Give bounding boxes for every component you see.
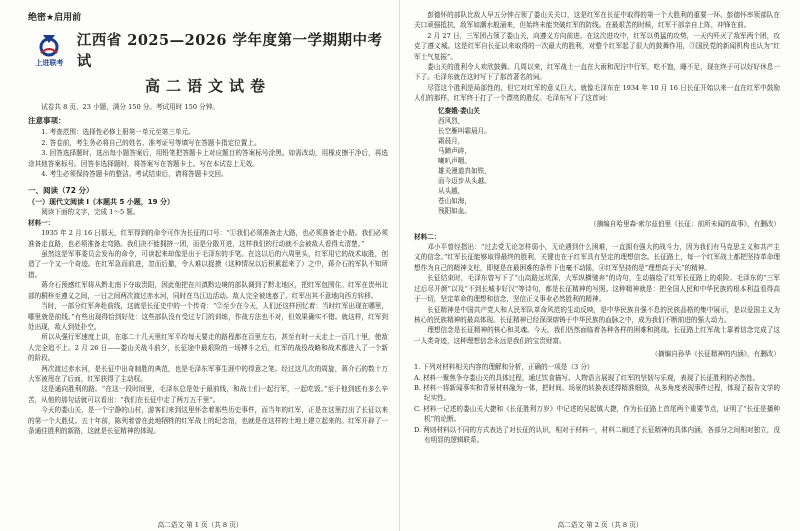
material-label: 材料二： bbox=[414, 232, 441, 241]
answer-option: B. 材料一将新闻事实和背景材料融为一体，把时间、场景的转换表述得精准细致，从多角度表现事件过程，体现了报告文学的纪实性。 bbox=[414, 383, 780, 403]
poem-line: 雄关漫道真如铁， bbox=[438, 166, 491, 175]
poem-line: 残阳如血。 bbox=[438, 206, 471, 215]
answer-option: A. 材料一聚焦争夺娄山关的具体过程，通过饮食描写、人物语言展现了红军的坚韧与乐观，表现了长征胜利的必然性。 bbox=[414, 373, 760, 382]
poem-title: 忆秦娥·娄山关 bbox=[438, 106, 480, 115]
publisher-logo bbox=[28, 30, 71, 70]
exam-header bbox=[28, 29, 388, 71]
answer-option: C. 材料一记述的娄山关大捷和《长征胜利万岁》中记述的吴起镇大捷，作为长征路上首尾两个重要节点，证明了“长征是播种机”的论断。 bbox=[414, 404, 780, 424]
subsection-heading: （一）现代文阅读 Ⅰ（本题共 5 小题，19 分） bbox=[28, 198, 174, 207]
material-paragraph: 蒋介石预感红军将从黔北南下夺取贵阳，因此他把在川滇黔边境的部队调到了黔北地区，把红军包围住。红军在贵州北部的桐梓至遵义之间，一日之间两次渡过赤水河，同时在乌江边活动。敌人完全被迷惑了。红军出其不意地向西方转移。 bbox=[28, 281, 388, 300]
question-stem: 1. 下列对材料相关内容的理解和分析，正确的一项是（3 分） bbox=[414, 363, 594, 372]
source-citation: （摘编自孙华《长征精神的内涵》，有删改） bbox=[651, 350, 780, 359]
source-citation: （摘编自哈里森·索尔兹伯里《长征：前所未闻的故事》，有删改） bbox=[589, 219, 780, 228]
poem-line: 马蹄声碎， bbox=[438, 146, 471, 155]
poem-line: 苍山如海， bbox=[438, 196, 471, 205]
material-paragraph: 邓小平曾经指出：“过去党无论怎样弱小，无论遇到什么困难，一直拥有强大的战斗力，因为我们有马克思主义和共产主义的信念。”红军长征能够取得最终的胜利，关键也在于红军具有坚定的理想信念。长征路上，每一个红军战士都把坚持革命理想作为自己的精神支柱，即便是在最困难的条件下也毫不动摇，④红军坚持的是“理想高于天”的精神。 bbox=[414, 243, 780, 272]
page-two bbox=[400, 0, 800, 531]
material-paragraph: 彭德怀的部队比敌人早五分钟占领了娄山关关口，这是红军在长征中取得的第一个大胜利的重要一环。彭德怀率领部队在关口顽强抵抗，敌军如潮水般涌来，但始终未能突破红军的防线。在最艰苦的时候，红军干部亲自上阵，冲锋在前。 bbox=[414, 11, 780, 30]
notice-heading: 注意事项： bbox=[28, 116, 66, 126]
answer-option: D. 两则材料以不同的方式表达了对长征的认识，相对于材料一，材料二阐述了长征精神的具体内涵，各部分之间相对独立，没有明显的逻辑联系。 bbox=[414, 425, 780, 444]
section-heading: 一、阅读（72 分） bbox=[28, 186, 94, 196]
poem-line: 而今迈步从头越。 bbox=[438, 176, 491, 185]
material-two-body bbox=[414, 242, 780, 346]
material-paragraph: 娄山关的胜利令人欢欣鼓舞。几周以来，红军战士一直在大雨和泥泞中行军，吃不饱，睡不足，现在终于可以好好休息一下了。毛泽东就在这时写下了那首著名的词。 bbox=[414, 63, 780, 82]
material-paragraph: 长征结束时，毛泽东曾写下了“山高路远坑深，大军纵横驰奔”的诗句，生动描绘了红军长征路上的艰险。毛泽东的“三军过后尽开颜”以及“不到长城非好汉”等诗句，都是长征精神的写照。这种精神就是：把全国人民和中华民族的根本利益看得高于一切，坚定革命的理想和信念，坚信正义事业必然胜利的精神。 bbox=[414, 274, 780, 304]
material-paragraph: 所以从强行军速度上讲，在那二十几天里红军平均每天要走的路程都在百里左右，甚至有时一天走上一百几十里，使敌人完全追不上。2 月 26 日——娄山关战斗前夕，长征途中最艰险的一场搏斗之后，红军的战役战略和战术都进入了一个新的阶段。 bbox=[28, 333, 388, 363]
material-one-continued bbox=[414, 10, 780, 104]
material-paragraph: 理想信念是长征精神的核心和灵魂。今天，我们仍然面临着各种各样的困难和挑战。长征路上红军战士靠着信念完成了这一人类奇迹，这种理想信念永远是我们的宝贵财富。 bbox=[414, 326, 780, 345]
poem-line: 西风烈， bbox=[438, 116, 465, 125]
material-label: 材料一： bbox=[28, 218, 55, 227]
confidential-mark: 绝密★启用前 bbox=[28, 13, 82, 23]
page-footer: 高二语文 第 1 页（共 8 页） bbox=[157, 521, 243, 529]
notice-item: 2. 答卷前，考生务必将自己的姓名、准考证号等填写在答题卡指定位置上。 bbox=[41, 138, 261, 147]
page-footer: 高二语文 第 2 页（共 8 页） bbox=[557, 521, 643, 529]
material-paragraph: 1935 年 2 月 16 日那天，红军得到的命令可作为长征的口号：“①我们必须准备走大路，也必须准备走小路。我们必须准备走直路，也必须准备走弯路。我们决不能拥挤一团，而是分散开进，这样我们的行动就不会被敌人看得太清楚。” bbox=[28, 229, 388, 248]
material-paragraph: 尽管这个胜利是局部性的，但它对红军的意义巨大。就像毛泽东在 1934 年 10 月 16 日长征开始以来一直在红军中鼓励人们的那样，红军终于打了一个漂亮的胜仗。毛泽东写下了这首词： bbox=[414, 83, 780, 103]
poem-line: 喇叭声咽。 bbox=[438, 156, 471, 165]
material-paragraph: 两次渡过赤水河，是长征中出奇制胜的典范，也是毛泽东军事生涯中的得意之笔。经过这几次的周旋，蒋介石的数十万大军被甩在了后面，红军获得了主动权。 bbox=[28, 364, 388, 383]
material-paragraph: 这是通向胜利的路。“在这一段时间里，毛泽东总是处于最前线，和战士们一起行军，一起吃饭。”至于他到底有多么辛苦，从他的那句话就可以看出：“我们在长征中走了两万五千里”。 bbox=[28, 385, 388, 404]
poem-line: 长空雁叫霜晨月。 bbox=[438, 126, 491, 135]
question-block bbox=[414, 362, 780, 445]
exam-title: 江西省 2025—2026 学年度第一学期期中考试 bbox=[76, 32, 383, 70]
notice-item: 4. 考生必须保持答题卡的整洁。考试结束后，请将答题卡交回。 bbox=[41, 170, 228, 179]
notice-item: 3. 回答选择题时，选出每小题答案后，用铅笔把答题卡上对应题目的答案标号涂黑。如需改动，用橡皮擦干净后，再选涂其他答案标号。回答非选择题时，将答案写在答题卡上。写在本试卷上无效。 bbox=[28, 149, 388, 168]
material-paragraph: 虽然这是军事委员会发布的命令，可读起来却像是出于毛泽东的手笔。在这以后的六周里头，红军用它的战术取胜，创造了一个又一个奇迹。在红军急而前进，忽而后撤，令人难以捉摸（这种情况以后积累起来了）之中，蒋介石的军队不知所措。 bbox=[28, 250, 388, 279]
material-paragraph: 2 月 27 日，三军团占领了娄山关，向遵义方向前进。在这次进攻中，红军以勇猛的攻势，一天内歼灭了敌军两个团，攻克了遵义城。这是红军自长征以来取得的一次最大的胜利，对整个红军起了很大的鼓舞作用，③国民党的新闻机构也认为“红军士气复振”。 bbox=[414, 31, 780, 61]
logo-icon bbox=[35, 33, 63, 57]
notice-item: 1. 考查范围：选择性必修上册第一单元至第三单元。 bbox=[41, 128, 195, 137]
poem-line: 从头越， bbox=[438, 186, 465, 195]
paper-title: 高二语文试卷 bbox=[144, 77, 271, 95]
poem-line: 霜晨月， bbox=[438, 136, 465, 145]
exam-info: 试卷共 8 页，23 小题，满分 150 分。考试用时 150 分钟。 bbox=[41, 103, 219, 111]
notice-list bbox=[28, 127, 388, 179]
logo-label: 上进联考 bbox=[35, 58, 64, 67]
material-one-body bbox=[28, 228, 388, 436]
material-paragraph: 当时，一部分红军奔赴前线，这就是长征史中的一个传奇：“②至少在今天，人们还这样回忆着：当时红军出现在哪里，哪里就是前线。”有些出现得恰到好处：这些部队没有受过专门的训练，作战方法也不对，但效果确实不错。就这样，红军到处出现，敌人到处扑空。 bbox=[28, 302, 388, 331]
material-paragraph: 长征精神是中国共产党人和人民军队革命风范的生动反映，是中华民族自强不息的民族品格的集中展示，是以爱国主义为核心的民族精神的最高体现。长征精神已经深深熔铸于中华民族的血脉之中，成为我们不断前进的强大动力。 bbox=[414, 305, 780, 324]
poem-block bbox=[438, 106, 780, 216]
material-paragraph: 今天的娄山关，是一个宁静的山村，游客们来到这里怀念着那些历史事件，而当年的红军，正是在这里打出了长征以来的第一个大胜仗。五十年前，陈列着曾在此地牺牲的红军战士的纪念馆，也就是在这样的土地上建立起来的。红军开辟了一条通往胜利的新路，这就是长征精神的体现。 bbox=[28, 406, 388, 435]
reading-instruction: 阅读下面的文字，完成 1～5 题。 bbox=[41, 208, 140, 217]
